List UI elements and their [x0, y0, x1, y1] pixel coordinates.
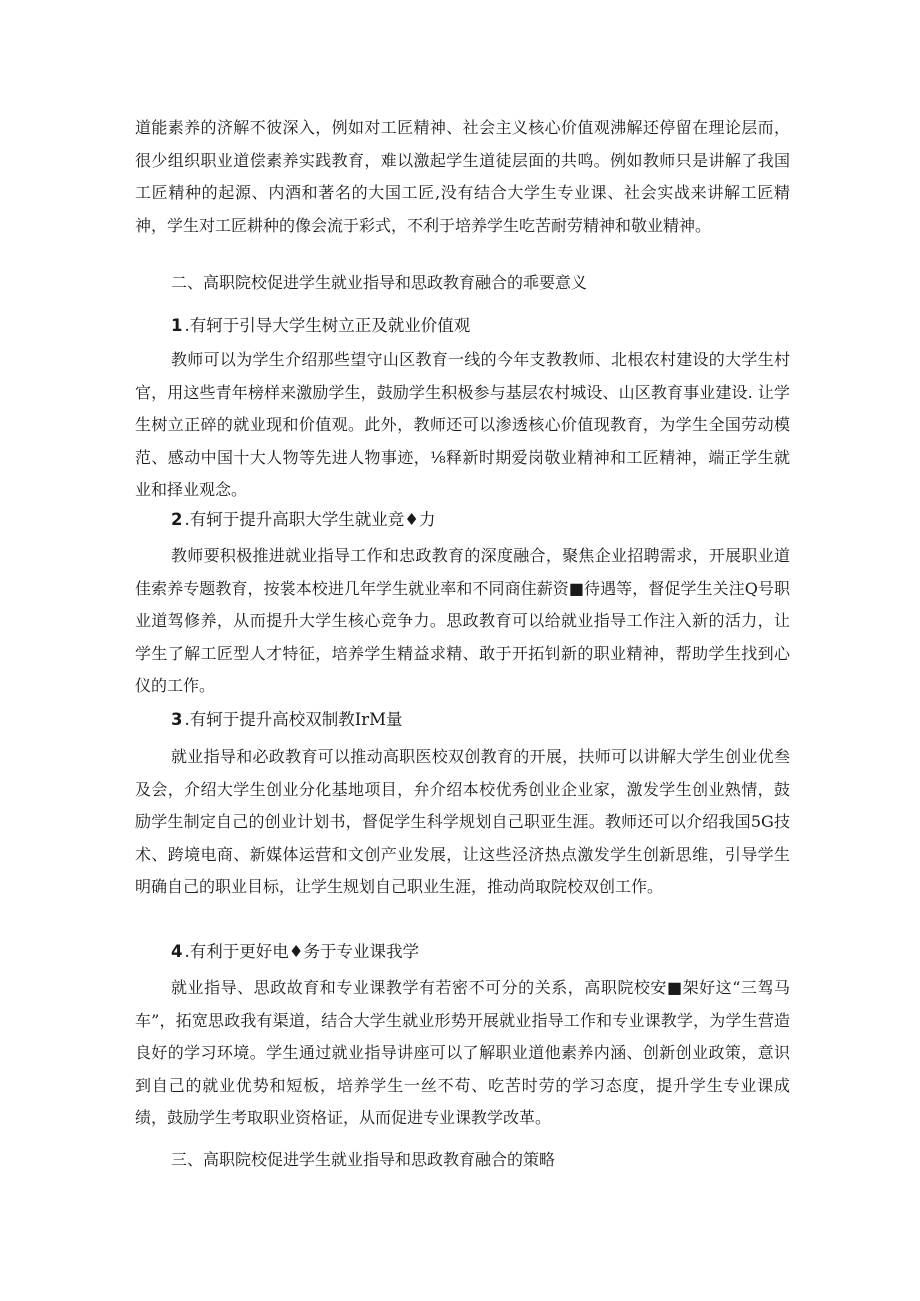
subsection-3-heading [171, 708, 791, 732]
intro-paragraph: 道能素养的济解不彼深入，例如对工匠精神、社会主义核心价值观沸解还停留在理论层而，很少组织职业道偿素养实践教育，难以激起学生道徒层面的共鸣。例如教师只是讲解了我国工匠精种的起源、内酒和著名的大国工匠,没有结合大学生专业课、社会实战来讲解工匠精神，学生对工匠耕种的像会流于彩式，不利于培养学生吃苦耐劳精神和敬业精神。 [135, 118, 790, 235]
subsection-1-body: 教师可以为学生介绍那些望守山区教育一线的今年支教教师、北根农村建设的大学生村官，用这些青年榜样来激励学生，鼓励学生积极参与基层农村城设、山区教育事业建设. 让学生树立正碎的就业现和价值观。此外，教师还可以渗透核心价值现教育，为学生全国劳动模范、感动中国十大人物等先进人物事迹，⅛释新时期爱岗敬业精神和工匠精神，端正学生就业和择业观念。 [135, 350, 790, 499]
subsection-2-heading [171, 508, 791, 532]
subsection-2-title: .有轲于提升高职大学生就业竞♦力 [184, 510, 436, 529]
section-two-heading: 二、高职院校促进学生就业指导和思政教育融合的乖要意义 [171, 273, 588, 292]
subsection-3-number: 3 [171, 710, 183, 729]
section-three-heading: 三、高职院校促进学生就业指导和思政教育融合的策略 [171, 1150, 556, 1169]
subsection-4-body: 就业指导、思政故育和专业课教学有若密不可分的关系，高职院校安■架好这“三驾马车”，拓宽思政我有渠道，结合大学生就业形势开展就业指导工作和专业课教学，为学生营造良好的学习环境。学生通过就业指导讲座可以了解职业道他素养内涵、创新创业政策，意识到自己的就业优势和短板，培养学生一丝不苟、吃苦时劳的学习态度，提升学生专业课成绩，鼓励学生考取职业资格证，从而促进专业课教学改革。 [135, 978, 790, 1127]
subsection-1-number: 1 [171, 316, 183, 335]
subsection-2-number: 2 [171, 510, 183, 529]
subsection-3-title: .有轲于提升高校双制教IrM量 [184, 710, 403, 729]
subsection-2-body: 教师要积极推进就业指导工作和忠政教育的深度融合，聚焦企业招聘需求，开展职业道佳索养专题教育，按裳本校进几年学生就业率和不同商住薪资■待遇等，督促学生关注Q号职业道驾修养，从而提升大学生核心竞争力。思政教育可以给就业指导工作注入新的活力，让学生了解工匠型人才特征，培养学生精益求精、敢于开拓钊新的职业精神，帮助学生找到心仪的工作。 [135, 546, 790, 695]
subsection-3-body: 就业指导和必政教育可以推动高职医校双创教育的开展，扶师可以讲解大学生创业优叁及会，介绍大学生创业分化基地项目，弁介绍本校优秀创业企业家，激发学生创业熟情，鼓励学生制定自己的创业计划书，督促学生科学规划自己职亚生涯。教师还可以介绍我国5G技术、跨境电商、新媒体运营和文创产业发展，让这些泾济热点激发学生创新思维，引导学生明确自己的职业目标，让学生规划自己职业生涯，推动尚取院校双创工作。 [135, 747, 790, 896]
subsection-4-number: 4 [171, 942, 183, 961]
subsection-4-heading [171, 940, 791, 964]
subsection-4-title: .有利于更好电♦务于专业课我学 [184, 942, 420, 961]
subsection-1-heading [171, 314, 791, 338]
subsection-1-title: .有轲于引导大学生树立正及就业价值观 [184, 316, 471, 335]
